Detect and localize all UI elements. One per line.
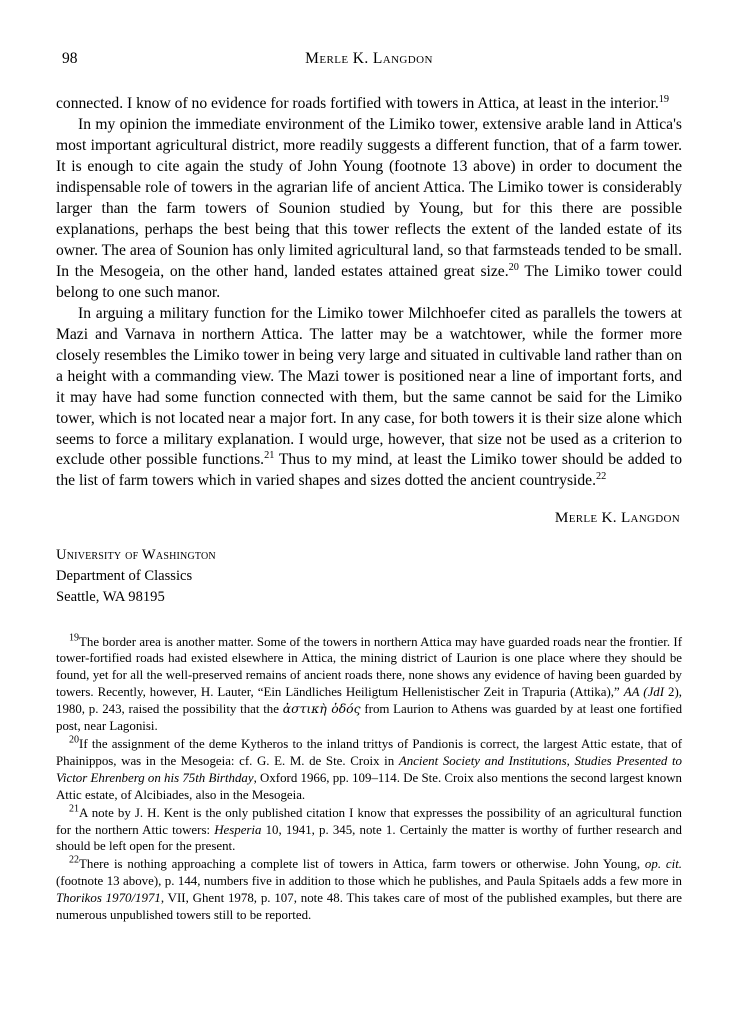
paragraph-3-text: In arguing a military function for the Limiko tower Milchhoefer cited as parallels the towers at Mazi and Varnava in northern Attica. The latter may be a watchtower, while the former more closely resembles the Limiko tower in being very large and situated in cultivable land rather than on a height with a commanding view. The Mazi tower is positioned near a line of important forts, and it may have had some function connected with them, but the same cannot be said for the Limiko tower, which is not located near a major fort. In any case, for both towers it is their size alone which seems to force a military explanation. I would urge, however, that size not be used as a criterion to exclude other possible functions. [56,304,682,469]
footnotes-section [56,634,682,924]
footnote-text-20: If the assignment of the deme Kytheros to the inland trittys of Pandionis is correct, the largest Attic estate, that of Phainippos, was in the Mesogeia: cf. G. E. M. de Ste. Croix in Ancient Society and Institutions, Studies Presented to Victor Ehrenberg on his 75th Birthday, Oxford 1966, pp. 109–114. De Ste. Croix also mentions the second largest known Attic estate, of Alcibiades, also in the Mesogeia. [56,737,683,802]
footnote-marker-20: 20 [508,261,519,273]
footnote-marker-19: 19 [658,93,670,105]
footnote-number-20: 20 [69,734,80,746]
running-title: Merle K. Langdon [305,50,433,67]
body-text [56,94,682,492]
affiliation-address: Seattle, WA 98195 [56,588,165,605]
footnote-21 [56,805,682,856]
affiliation-block [56,545,682,607]
affiliation-department: Department of Classics [56,568,193,585]
footnote-19 [56,634,682,735]
author-signature: Merle K. Langdon [554,509,680,527]
footnote-marker-22: 22 [596,471,607,483]
paragraph-1-text: connected. I know of no evidence for roads fortified with towers in Attica, at least in the interior. [56,95,659,112]
paragraph-2-tail: The Limiko tower could belong to one such manor. [56,262,682,301]
affiliation-institution: University of Washington [56,547,216,564]
paragraph-1 [56,94,682,115]
page-number: 98 [62,50,78,67]
footnote-text-21: A note by J. H. Kent is the only published citation I know that expresses the possibility of an agricultural function for the northern Attic towers: Hesperia 10, 1941, p. 345, note 1. Certainly the matter is worthy of further research and should be left open for the present. [56,805,682,854]
paragraph-2-text: In my opinion the immediate environment of the Limiko tower, extensive arable land in Attica's most important agricultural district, more readily suggests a different function, that of a farm tower. It is enough to cite again the study of John Young (footnote 13 above) in order to document the indispensable role of towers in the agrarian life of ancient Attica. The Limiko tower is considerably larger than the farm towers of Sounion studied by Young, but for this there are possible explanations, perhaps the best being that this tower reflects the extent of the landed estate of its owner. The area of Sounion has only limited agricultural land, so that farmsteads tended to be small. In the Mesogeia, on the other hand, landed estates attained great size. [56,115,682,280]
footnote-number-21: 21 [69,803,80,815]
footnote-text-19: The border area is another matter. Some of the towers in northern Attica may have guarded roads near the frontier. If tower-fortified roads had existed elsewhere in Attica, the mining district of Laurion is one place where they should be found, yet for all the well-preserved remains of ancient roads there, none shows any evidence of having been guarded by towers. Recently, however, H. Lauter, “Ein Ländliches Heiligtum Hellenistischer Zeit in Trapuria (Attika),” AA (JdI 2), 1980, p. 243, raised the possibility that the ἀστικὴ ὁδός from Laurion to Athens was guarded by at least one fortified post, near Lagonisi. [56,634,683,734]
running-head [56,50,682,80]
paragraph-3-tail: Thus to my mind, at least the Limiko tower should be added to the list of farm towers which in varied shapes and sizes dotted the ancient countryside. [56,451,682,490]
footnote-marker-21: 21 [264,450,275,462]
footnote-20 [56,736,682,804]
footnote-number-19: 19 [69,632,80,644]
paragraph-3 [56,304,682,493]
paragraph-2 [56,115,682,304]
footnote-text-22: There is nothing approaching a complete list of towers in Attica, farm towers or otherwise. John Young, op. cit. (footnote 13 above), p. 144, numbers five in addition to those which he publishes, and Paula Spitaels adds a few more in Thorikos 1970/1971, VII, Ghent 1978, p. 107, note 48. This takes care of most of the published examples, but there are numerous unpublished towers still to be reported. [56,857,682,923]
footnote-number-22: 22 [69,855,80,867]
footnote-22 [56,856,682,924]
